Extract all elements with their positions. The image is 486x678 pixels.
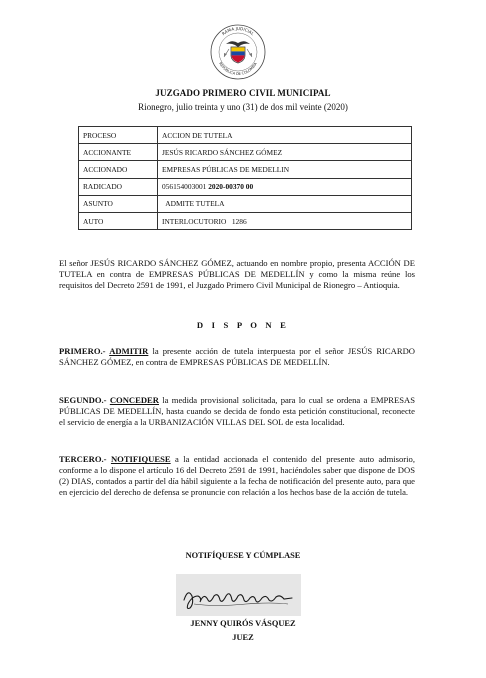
- tercero-paragraph: [59, 454, 415, 498]
- table-row: [79, 195, 412, 212]
- primero-paragraph: [59, 346, 415, 368]
- radicado-number: 2020-00370 00: [208, 182, 254, 192]
- seal-top-text: RAMA JUDICIAL: [220, 25, 256, 37]
- table-row: [79, 212, 412, 229]
- dispone-heading: D I S P O N E: [196, 320, 290, 330]
- tercero-key: NOTIFIQUESE: [110, 454, 171, 464]
- primero-text: la presente acción de tutela interpuesta por el señor JESÚS RICARDO SÁNCHEZ GÓMEZ, en contra de EMPRESAS PÚBLICAS DE MEDELLÍN.: [59, 346, 415, 367]
- row-value: JESÚS RICARDO SÁNCHEZ GÓMEZ: [158, 144, 412, 161]
- closing-formula: NOTIFÍQUESE Y CÚMPLASE: [185, 551, 301, 560]
- tercero-lead: TERCERO.-: [59, 454, 111, 464]
- court-title: JUZGADO PRIMERO CIVIL MUNICIPAL: [155, 88, 331, 98]
- table-row: [79, 178, 412, 195]
- row-label: ACCIONADO: [79, 161, 158, 178]
- intro-paragraph: El señor JESÚS RICARDO SÁNCHEZ GÓMEZ, actuando en nombre propio, presenta ACCIÓN DE TUTELA en contra de EMPRESAS PÚBLICAS DE MEDELLÍN y como la misma reúne los requisitos del Decreto 2591 de 1991, el Juzgado Primero Civil Municipal de Rionegro – Antioquia.: [59, 258, 415, 290]
- row-label: ASUNTO: [79, 195, 158, 212]
- primero-key: ADMITIR: [109, 346, 149, 356]
- radicado-prefix: 056154003001: [162, 182, 207, 192]
- place-date: Rionegro, julio treinta y uno (31) de dos mil veinte (2020): [138, 102, 348, 112]
- handwritten-signature: [176, 574, 301, 616]
- colombia-judicial-seal-icon: [210, 24, 266, 80]
- signer-role: JUEZ: [232, 633, 254, 642]
- row-label: AUTO: [79, 212, 158, 229]
- row-value: INTERLOCUTORIO 1286: [158, 212, 412, 229]
- segundo-text: la medida provisional solicitada, para lo cual se ordena a EMPRESAS PÚBLICAS DE MEDELLÍN, hasta cuando se decida de fondo esta petición constitucional, reconecte el servicio de energía a la URBANIZACIÓN VILLAS DEL SOL de esta localidad.: [59, 395, 415, 427]
- row-label: ACCIONANTE: [79, 144, 158, 161]
- primero-lead: PRIMERO.-: [59, 346, 110, 356]
- row-value: ACCION DE TUTELA: [158, 127, 412, 144]
- segundo-lead: SEGUNDO.-: [59, 395, 110, 405]
- seal-bottom-text: REPÚBLICA DE COLOMBIA: [218, 61, 258, 77]
- svg-text:REPÚBLICA DE COLOMBIA: [218, 61, 258, 76]
- table-row: [79, 127, 412, 144]
- row-value: EMPRESAS PÚBLICAS DE MEDELLIN: [158, 161, 412, 178]
- row-label: PROCESO: [79, 127, 158, 144]
- table-row: [79, 161, 412, 178]
- segundo-key: CONCEDER: [109, 395, 159, 405]
- tercero-text: a la entidad accionada el contenido del presente auto admisorio, conforme a lo dispone el artículo 16 del Decreto 2591 de 1991, haciéndoles saber que dispone de DOS (2) DIAS, contados a partir del día hábil siguiente a la fecha de notificación del presente auto, para que en ejercicio del derecho de defensa se pronuncie con relación a los hechos base de la acción de tutela.: [59, 454, 415, 497]
- row-label: RADICADO: [79, 178, 158, 195]
- table-row: [79, 144, 412, 161]
- segundo-paragraph: [59, 395, 415, 428]
- row-value: [158, 178, 412, 195]
- row-value: ADMITE TUTELA: [158, 195, 412, 212]
- case-info-table: [78, 126, 412, 230]
- signer-name: JENNY QUIRÓS VÁSQUEZ: [190, 619, 296, 628]
